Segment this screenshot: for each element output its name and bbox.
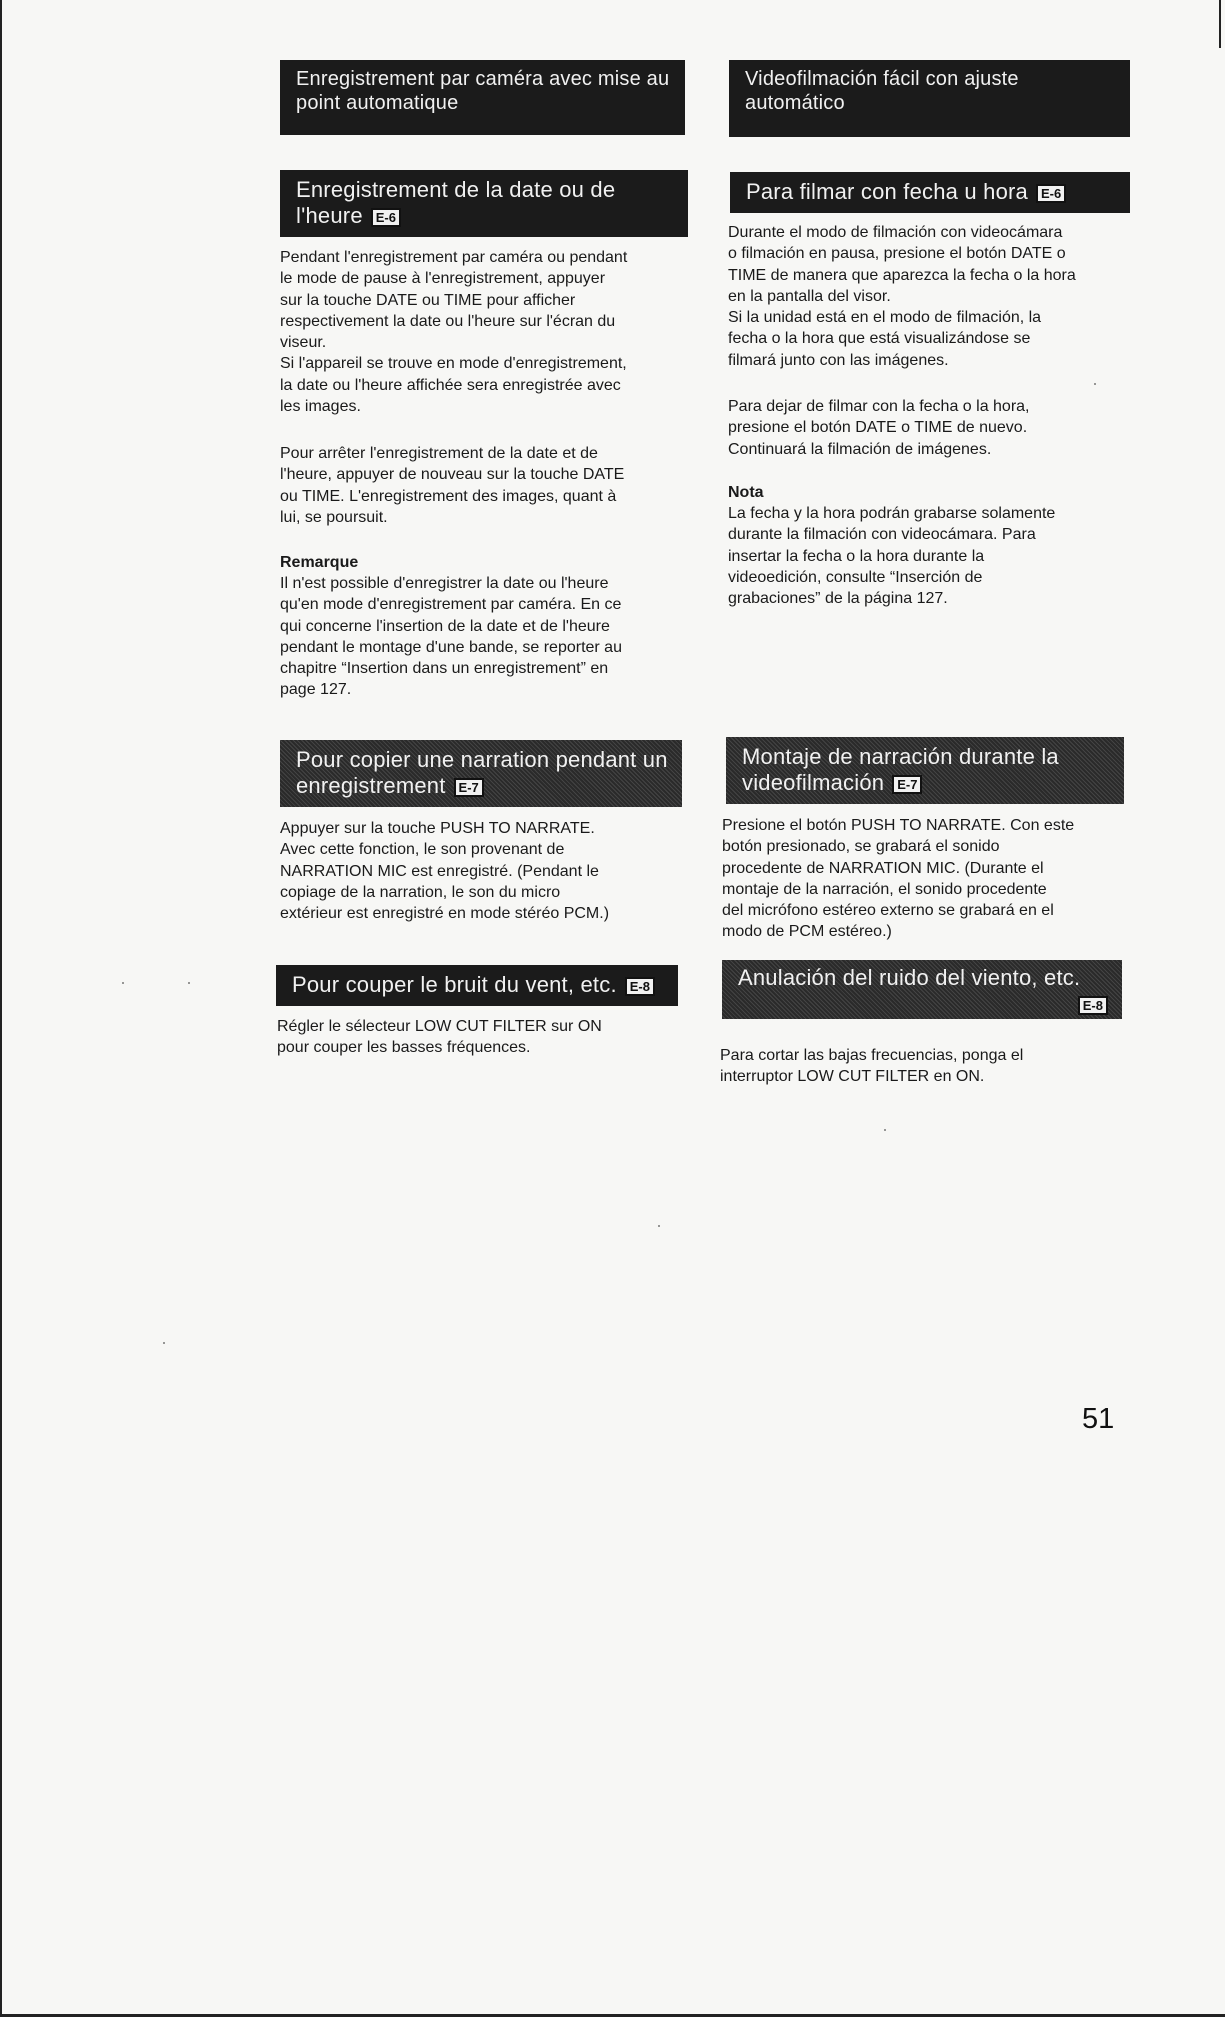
tape-index-badge: E-7 [892,775,922,794]
page-number: 51 [1082,1403,1115,1435]
right-chapter-header [729,60,1130,137]
right-chapter-title: Videofilmación fácil con ajuste automático [745,68,1019,114]
scan-speck [1094,383,1096,385]
right-section1-heading [730,172,1130,213]
right-section1-paragraph-2: Para dejar de filmar con la fecha o la hora, presione el botón DATE o TIME de nuevo. Continuará la filmación de imágenes. [728,398,1030,458]
left-section3-heading [276,965,678,1006]
right-section3-heading [722,960,1122,1019]
right-section2-title: Montaje de narración durante la videofilmación [742,744,1059,795]
right-section1-paragraph: Durante el modo de filmación con videocámara o filmación en pausa, presione el botón DATE o TIME de manera que aparezca la fecha o la hora en la pantalla del visor. Si la unidad está en el modo de filmación, la fecha o la hora que está visualizándose se filmará junto con las imágenes. [728,224,1076,369]
scan-speck [884,1129,886,1131]
right-section2-heading [726,737,1124,804]
left-chapter-header [280,60,685,135]
right-note-text: La fecha y la hora podrán grabarse solamente durante la filmación con videocámara. Para insertar la fecha o la hora durante la videoedición, consulte “Inserción de grabaciones” de la página 127. [728,505,1056,608]
scan-edge-right [1219,0,1221,48]
scan-speck [658,1225,660,1227]
right-section2-paragraph: Presione el botón PUSH TO NARRATE. Con este botón presionado, se grabará el sonido procedente de NARRATION MIC. (Durante el montaje de la narración, el sonido procedente del micrófono estéreo externo se grabará en el modo de PCM estéreo.) [722,817,1075,941]
tape-index-badge: E-8 [1078,996,1108,1015]
left-section2-heading [280,740,682,807]
left-section1-title: Enregistrement de la date ou de l'heure [296,177,616,228]
left-section3-paragraph: Régler le sélecteur LOW CUT FILTER sur ON pour couper les basses fréquences. [277,1018,602,1057]
left-section1-paragraph: Pendant l'enregistrement par caméra ou pendant le mode de pause à l'enregistrement, appuyer sur la touche DATE ou TIME pour afficher respectivement la date ou l'heure sur l'écran du viseur. Si l'appareil se trouve en mode d'enregistrement, la date ou l'heure affichée sera enregistrée avec les images. [280,249,628,416]
left-section3-title: Pour couper le bruit du vent, etc. [292,972,617,997]
tape-index-badge: E-6 [371,208,401,227]
left-section1-paragraph-2: Pour arrêter l'enregistrement de la date et de l'heure, appuyer de nouveau sur la touche DATE ou TIME. L'enregistrement des images, quant à lui, se poursuit. [280,445,625,526]
left-section1-heading [280,170,688,237]
right-note-title: Nota [728,484,764,501]
left-section2-title: Pour copier une narration pendant un enregistrement [296,747,668,798]
right-section1-title: Para filmar con fecha u hora [746,179,1028,204]
tape-index-badge: E-8 [625,977,655,996]
right-section3-title: Anulación del ruido del viento, etc. [738,965,1081,990]
left-note-text: Il n'est possible d'enregistrer la date ou l'heure qu'en mode d'enregistrement par caméra. En ce qui concerne l'insertion de la date et de l'heure pendant le montage d'une bande, se reporter au chapitre “Insertion dans un enregistrement” en page 127. [280,575,622,699]
left-note-title: Remarque [280,554,359,571]
scan-speck [163,1342,165,1344]
scan-edge-left [0,0,2,2017]
scan-speck [188,982,190,984]
right-section3-paragraph: Para cortar las bajas frecuencias, ponga el interruptor LOW CUT FILTER en ON. [720,1047,1024,1086]
tape-index-badge: E-7 [454,778,484,797]
left-section2-paragraph: Appuyer sur la touche PUSH TO NARRATE. Avec cette fonction, le son provenant de NARRATION MIC est enregistré. (Pendant le copiage de la narration, le son du micro extérieur est enregistré en mode stéréo PCM.) [280,820,610,923]
scan-speck [122,982,124,984]
left-chapter-title: Enregistrement par caméra avec mise au point automatique [296,68,670,114]
tape-index-badge: E-6 [1036,184,1066,203]
